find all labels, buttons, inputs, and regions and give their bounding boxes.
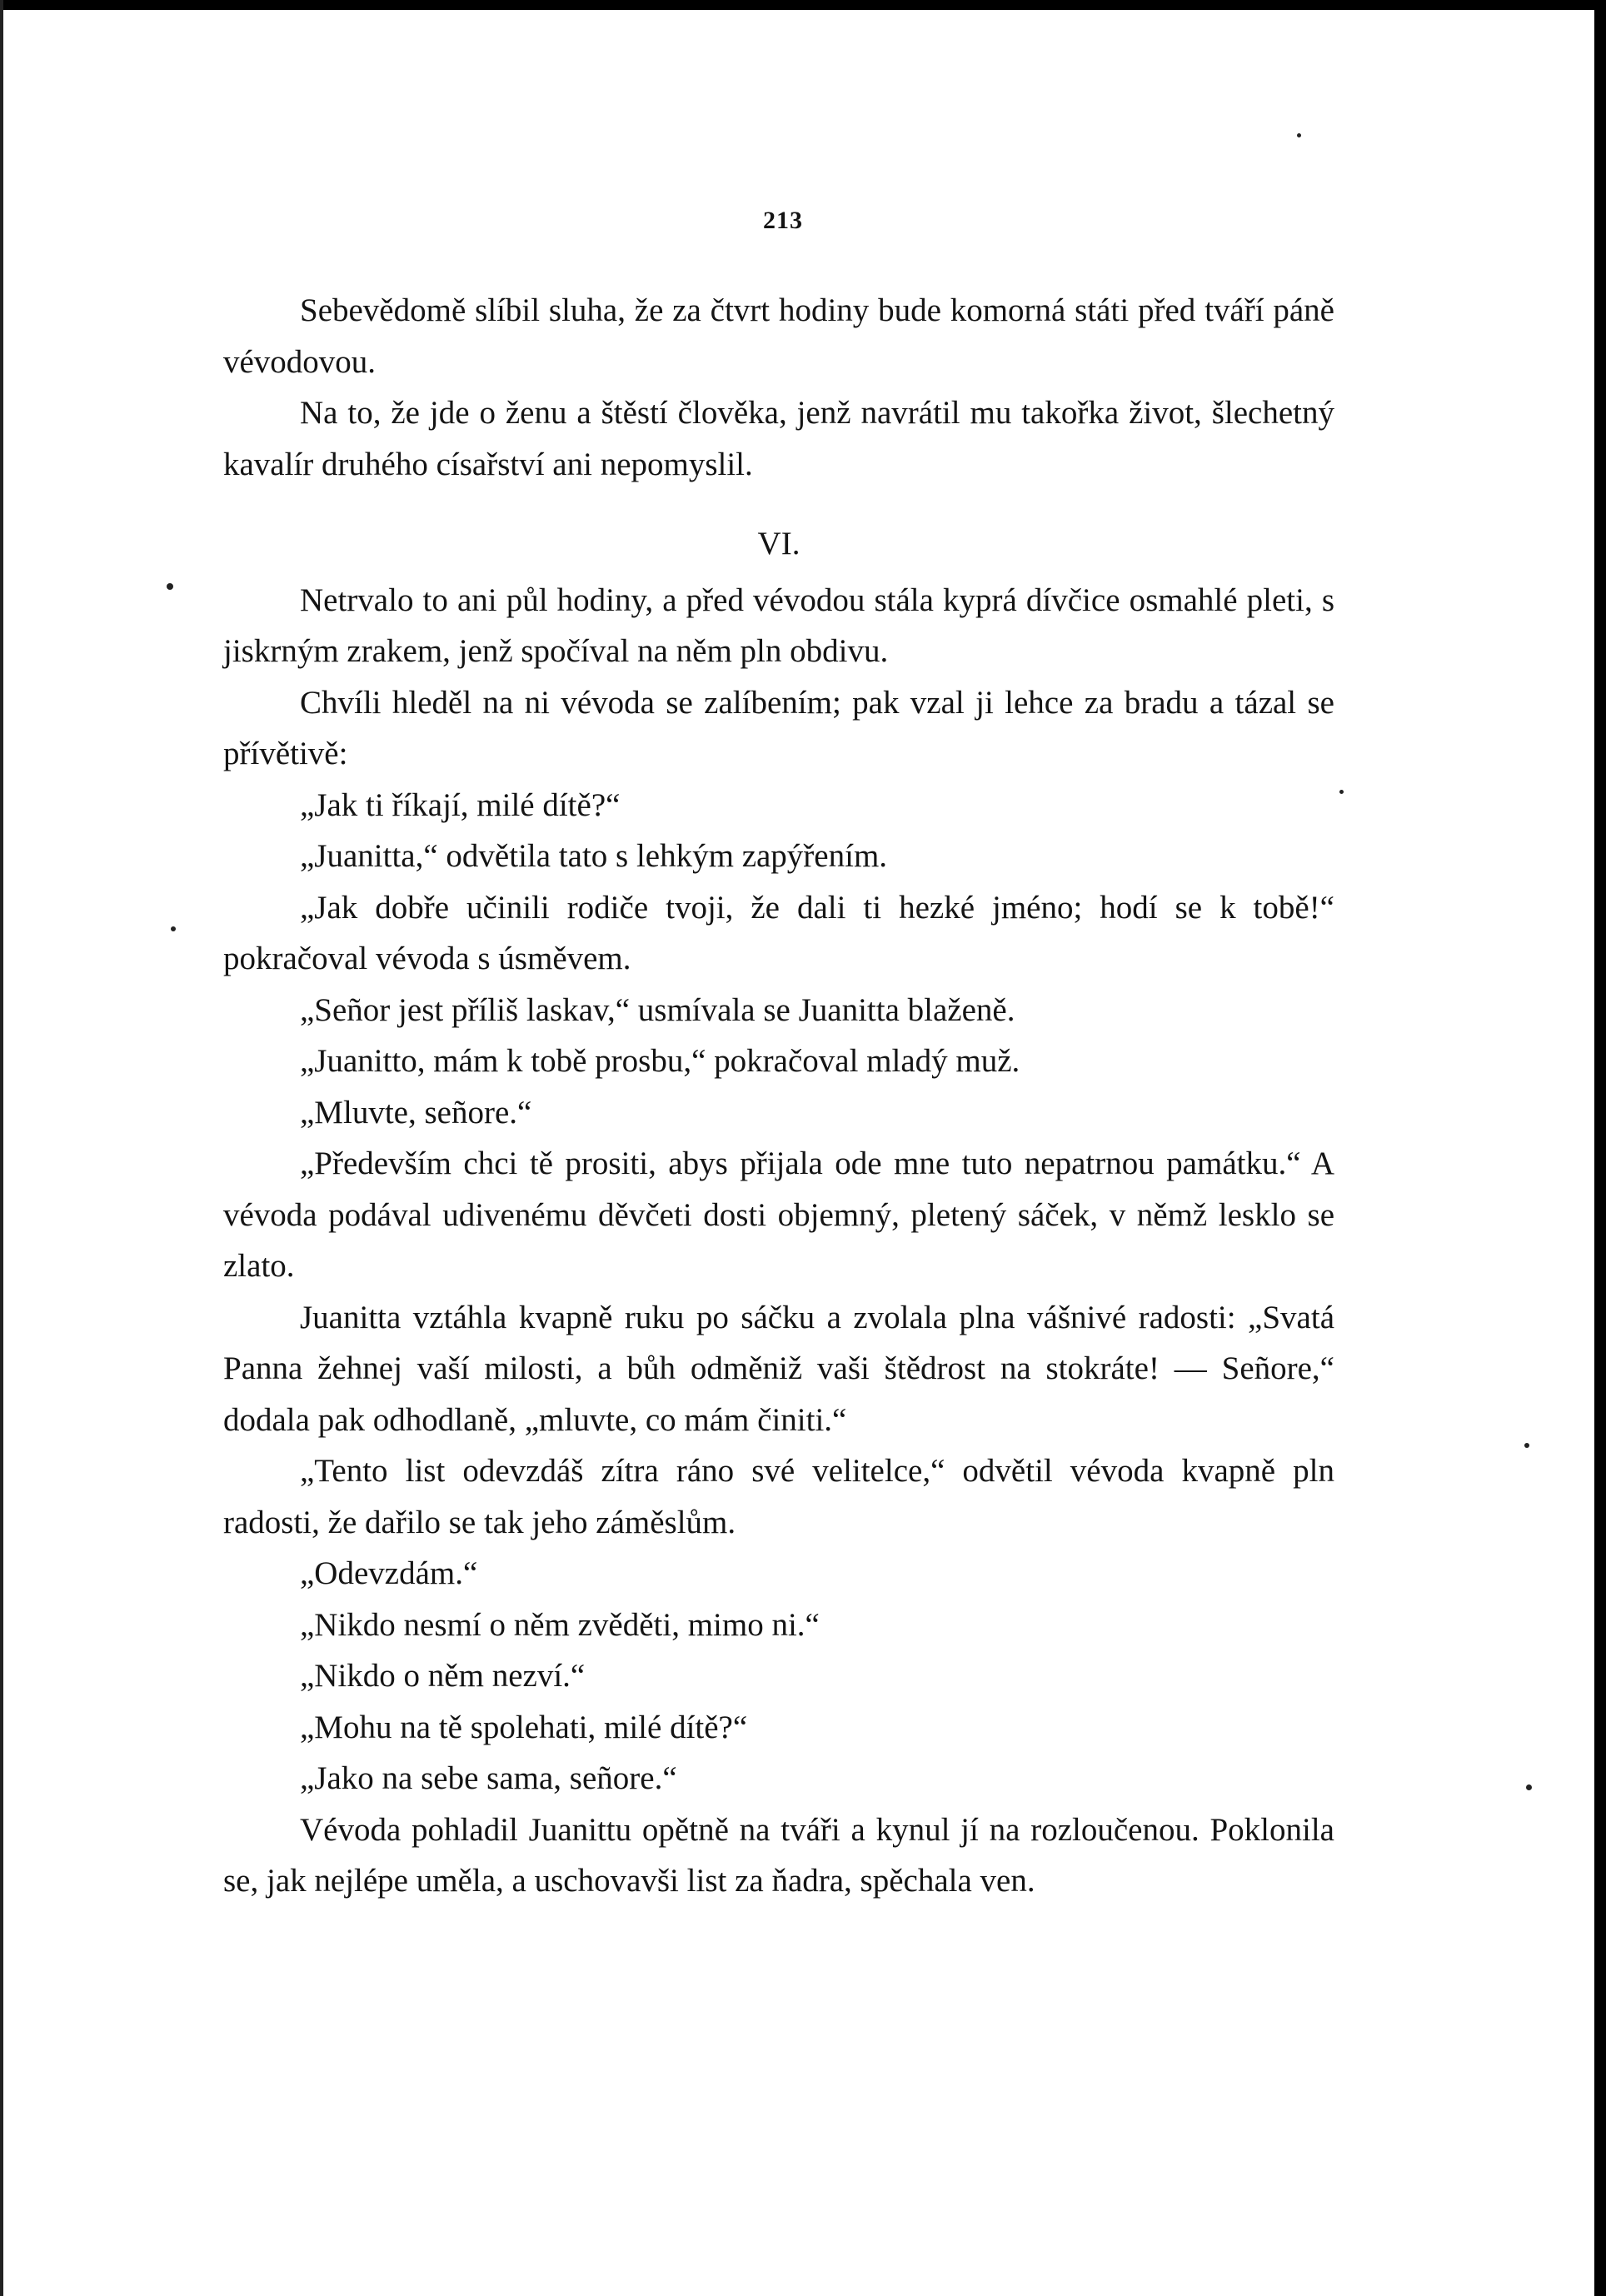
chapter-heading: VI. [757, 526, 801, 562]
scan-border-right [1594, 0, 1606, 2296]
dialogue-line: „Juanitto, mám k tobě prosbu,“ pokračoval mladý muž. [300, 1043, 1020, 1079]
dialogue-line: „Jako na sebe sama, señore.“ [300, 1760, 677, 1796]
dialogue-line: „Nikdo nesmí o něm zvěděti, mimo ni.“ [300, 1606, 820, 1643]
body-text [223, 285, 1334, 1907]
dialogue-line: „Nikdo o něm nezví.“ [300, 1658, 586, 1694]
scan-border-top [0, 0, 1606, 10]
scan-speck [1524, 1443, 1529, 1448]
scan-speck [1297, 133, 1301, 137]
paragraph: Netrvalo to ani půl hodiny, a před vévodou stála kyprá dívčice osmahlé pleti, s jiskrným zrakem, jenž spočíval na něm pln obdivu. [223, 581, 1334, 669]
scan-speck [1339, 790, 1344, 794]
dialogue-line: „Juanitta,“ odvětila tato s lehkým zapýřením. [300, 838, 888, 874]
scan-speck [1526, 1784, 1532, 1790]
paragraph: Chvíli hleděl na ni vévoda se zalíbením; pak vzal ji lehce za bradu a tázal se přívětivě: [223, 684, 1334, 771]
scan-speck [171, 926, 176, 931]
dialogue-line: „Jak dobře učinili rodiče tvoji, že dali ti hezké jméno; hodí se k tobě!“ pokračoval vévoda s úsměvem. [223, 889, 1334, 976]
dialogue-line: „Tento list odevzdáš zítra ráno své velitelce,“ odvětil vévoda kvapně pln radosti, že dařilo se tak jeho záměslům. [223, 1453, 1334, 1540]
dialogue-line: „Señor jest příliš laskav,“ usmívala se Juanitta blaženě. [300, 991, 1015, 1028]
dialogue-line: „Jak ti říkají, milé dítě?“ [300, 786, 621, 823]
dialogue-line: „Mluvte, señore.“ [300, 1094, 532, 1131]
scan-border-left [0, 0, 3, 2296]
page-number: 213 [763, 207, 803, 234]
scan-speck [167, 583, 173, 590]
paragraph: Vévoda pohladil Juanittu opětně na tváři a kynul jí na rozloučenou. Poklonila se, jak nejlépe uměla, a uschovavši list za ňadra, spěchala ven. [223, 1811, 1334, 1899]
dialogue-line: „Odevzdám.“ [300, 1555, 478, 1591]
paragraph: Juanitta vztáhla kvapně ruku po sáčku a zvolala plna vášnivé radosti: „Svatá Panna žehnej vaší milosti, a bůh odměniž vaši štědrost na stokráte! — Señore,“ dodala pak odhodlaně, „mluvte, co mám činiti.“ [223, 1299, 1334, 1438]
paragraph: Na to, že jde o ženu a štěstí člověka, jenž navrátil mu takořka život, šlechetný kavalír druhého císařství ani nepomyslil. [223, 395, 1334, 482]
paragraph: Sebevědomě slíbil sluha, že za čtvrt hodiny bude komorná státi před tváří páně vévodovou. [223, 292, 1334, 380]
dialogue-line: „Především chci tě prositi, abys přijala ode mne tuto nepatrnou památku.“ A vévoda podával udivenému děvčeti dosti objemný, pletený sáček, v němž lesklo se zlato. [223, 1146, 1334, 1284]
dialogue-line: „Mohu na tě spolehati, milé dítě?“ [300, 1709, 748, 1745]
